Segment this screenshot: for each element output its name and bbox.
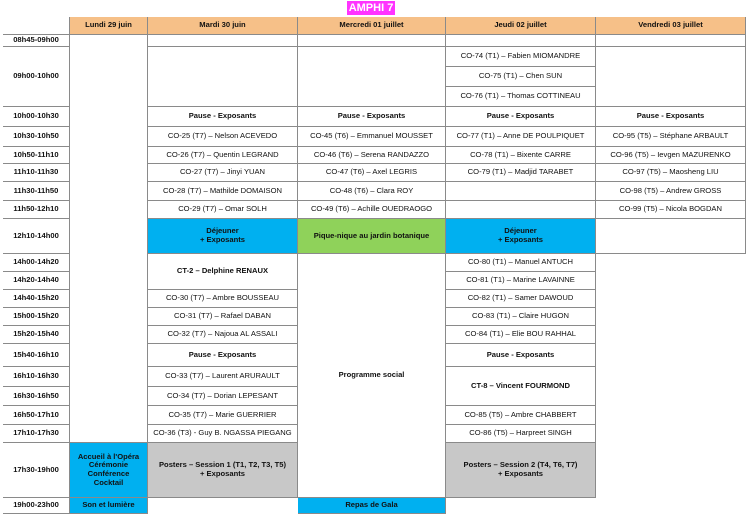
session-jeu-co75: CO-75 (T1) – Chen SUN — [446, 67, 596, 87]
session-mar-pause2: Pause - Exposants — [148, 344, 298, 367]
time-slot: 11h30-11h50 — [3, 182, 70, 201]
empty-cell — [446, 201, 596, 219]
session-lun-son: Son et lumière — [70, 498, 148, 514]
session-mer-co48: CO-48 (T6) – Clara ROY — [298, 182, 446, 201]
time-slot: 16h30-16h50 — [3, 387, 70, 406]
session-mer-piquenique: Pique-nique au jardin botanique — [298, 219, 446, 254]
session-ven-pause: Pause - Exposants — [596, 107, 746, 127]
session-jeu-pause2: Pause - Exposants — [446, 344, 596, 367]
time-slot: 19h00-23h00 — [3, 498, 70, 514]
time-slot: 15h20-15h40 — [3, 326, 70, 344]
empty-cell — [446, 182, 596, 201]
session-mer-co45: CO-45 (T6) – Emmanuel MOUSSET — [298, 127, 446, 147]
monday-empty — [70, 35, 148, 443]
empty-cell — [596, 498, 746, 514]
time-slot: 09h00-10h00 — [3, 47, 70, 107]
session-ven-co98: CO-98 (T5) – Andrew GROSS — [596, 182, 746, 201]
time-slot: 11h10-11h30 — [3, 164, 70, 182]
time-slot: 16h10-16h30 — [3, 367, 70, 387]
time-slot: 15h40-16h10 — [3, 344, 70, 367]
session-mar-ct2: CT-2 – Delphine RENAUX — [148, 254, 298, 290]
session-mer-co46: CO-46 (T6) – Serena RANDAZZO — [298, 147, 446, 164]
session-mar-co25: CO-25 (T7) – Nelson ACEVEDO — [148, 127, 298, 147]
empty-cell — [298, 47, 446, 107]
time-slot: 10h00-10h30 — [3, 107, 70, 127]
empty-cell — [148, 35, 298, 47]
session-mar-co28: CO-28 (T7) – Mathilde DOMAISON — [148, 182, 298, 201]
day-header-thursday: Jeudi 02 juillet — [446, 17, 596, 35]
session-ven-co96: CO-96 (T5) – Ievgen MAZURENKO — [596, 147, 746, 164]
session-mer-social: Programme social — [298, 254, 446, 498]
time-slot: 11h50-12h10 — [3, 201, 70, 219]
session-jeu-co76: CO-76 (T1) – Thomas COTTINEAU — [446, 87, 596, 107]
session-jeu-co79: CO-79 (T1) – Madjid TARABET — [446, 164, 596, 182]
session-mer-co49: CO-49 (T6) – Achille OUEDRAOGO — [298, 201, 446, 219]
session-mar-pause1: Pause - Exposants — [148, 107, 298, 127]
session-jeu-co74: CO-74 (T1) – Fabien MIOMANDRE — [446, 47, 596, 67]
day-header-tuesday: Mardi 30 juin — [148, 17, 298, 35]
day-header-wednesday: Mercredi 01 juillet — [298, 17, 446, 35]
session-mer-pause: Pause - Exposants — [298, 107, 446, 127]
session-mar-co27: CO-27 (T7) – Jinyi YUAN — [148, 164, 298, 182]
session-ven-co99: CO-99 (T5) – Nicola BOGDAN — [596, 201, 746, 219]
empty-cell — [298, 35, 446, 47]
session-mar-co31: CO-31 (T7) – Rafael DABAN — [148, 308, 298, 326]
session-ven-co97: CO-97 (T5) – Maosheng LIU — [596, 164, 746, 182]
session-jeu-dej: Déjeuner + Exposants — [446, 219, 596, 254]
time-slot: 14h40-15h20 — [3, 290, 70, 308]
session-mar-co32: CO-32 (T7) – Najoua AL ASSALI — [148, 326, 298, 344]
header-corner — [3, 17, 70, 35]
time-slot: 10h50-11h10 — [3, 147, 70, 164]
time-slot: 16h50-17h10 — [3, 406, 70, 425]
session-mer-co47: CO-47 (T6) – Axel LEGRIS — [298, 164, 446, 182]
session-mar-co36: CO-36 (T3) - Guy B. NGASSA PIEGANG — [148, 425, 298, 443]
time-slot: 14h20-14h40 — [3, 272, 70, 290]
day-header-monday: Lundi 29 juin — [70, 17, 148, 35]
session-jeu-ct8: CT-8 – Vincent FOURMOND — [446, 367, 596, 406]
session-mar-dej: Déjeuner + Exposants — [148, 219, 298, 254]
session-ven-co95: CO-95 (T5) – Stéphane ARBAULT — [596, 127, 746, 147]
time-slot: 08h45-09h00 — [3, 35, 70, 47]
empty-cell — [596, 35, 746, 47]
session-jeu-co85: CO-85 (T5) – Ambre CHABBERT — [446, 406, 596, 425]
day-header-friday: Vendredi 03 juillet — [596, 17, 746, 35]
session-jeu-co82: CO-82 (T1) – Samer DAWOUD — [446, 290, 596, 308]
session-jeu-co80: CO-80 (T1) – Manuel ANTUCH — [446, 254, 596, 272]
session-jeu-co83: CO-83 (T1) – Claire HUGON — [446, 308, 596, 326]
empty-cell — [596, 47, 746, 107]
session-jeu-co78: CO-78 (T1) – Bixente CARRE — [446, 147, 596, 164]
empty-cell — [148, 47, 298, 107]
time-slot: 14h00-14h20 — [3, 254, 70, 272]
empty-cell — [446, 35, 596, 47]
time-slot: 17h30-19h00 — [3, 443, 70, 498]
session-jeu-co81: CO-81 (T1) – Marine LAVAINNE — [446, 272, 596, 290]
session-mar-co29: CO-29 (T7) – Omar SOLH — [148, 201, 298, 219]
empty-cell — [148, 498, 298, 514]
time-slot: 12h10-14h00 — [3, 219, 70, 254]
session-mer-gala: Repas de Gala — [298, 498, 446, 514]
room-title: AMPHI 7 — [348, 2, 394, 14]
empty-cell — [596, 219, 746, 254]
session-jeu-co84: CO-84 (T1) – Elie BOU RAHHAL — [446, 326, 596, 344]
session-lun-accueil: Accueil à l'Opéra Cérémonie Conférence Cocktail — [70, 443, 148, 498]
time-slot: 15h00-15h20 — [3, 308, 70, 326]
session-jeu-co77: CO-77 (T1) – Anne DE POULPIQUET — [446, 127, 596, 147]
session-mar-co34: CO-34 (T7) – Dorian LEPESANT — [148, 387, 298, 406]
session-mar-co26: CO-26 (T7) – Quentin LEGRAND — [148, 147, 298, 164]
session-mar-co33: CO-33 (T7) – Laurent ARURAULT — [148, 367, 298, 387]
session-mar-co35: CO-35 (T7) – Marie GUERRIER — [148, 406, 298, 425]
empty-cell — [446, 498, 596, 514]
session-jeu-posters: Posters – Session 2 (T4, T6, T7) + Exposants — [446, 443, 596, 498]
session-mar-co30: CO-30 (T7) – Ambre BOUSSEAU — [148, 290, 298, 308]
session-jeu-co86: CO-86 (T5) – Harpreet SINGH — [446, 425, 596, 443]
session-jeu-pause1: Pause - Exposants — [446, 107, 596, 127]
session-mar-posters: Posters – Session 1 (T1, T2, T3, T5) + Exposants — [148, 443, 298, 498]
time-slot: 17h10-17h30 — [3, 425, 70, 443]
time-slot: 10h30-10h50 — [3, 127, 70, 147]
